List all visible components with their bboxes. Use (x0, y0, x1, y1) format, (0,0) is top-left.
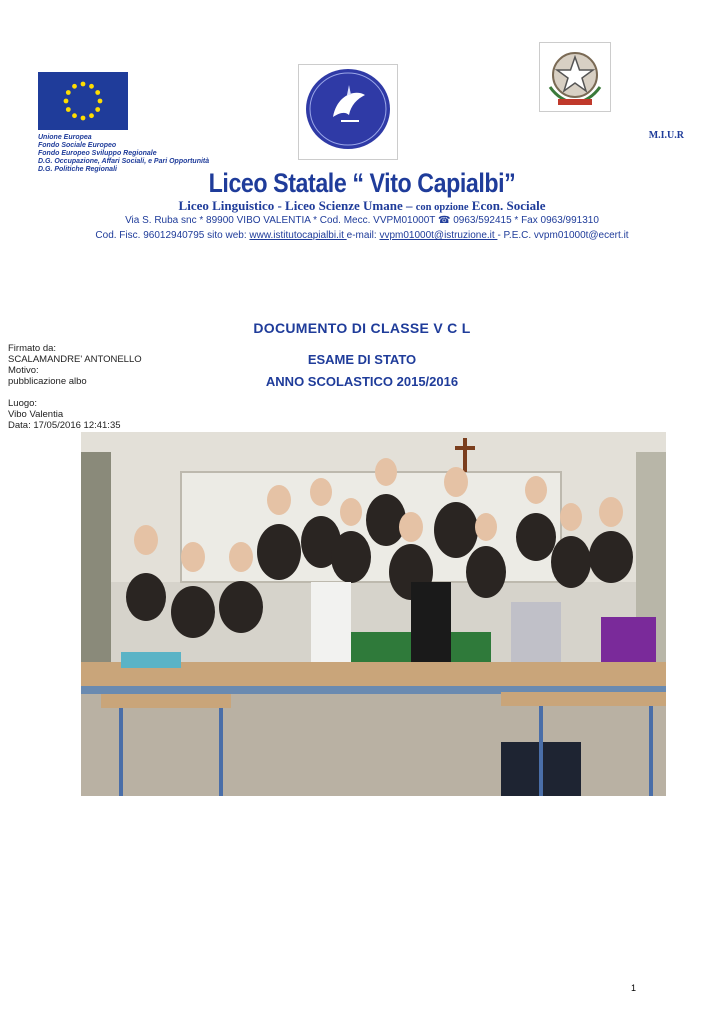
subtitle-part: Liceo Linguistico - Liceo Scienze Umane (178, 198, 403, 213)
exam-title: ESAME DI STATO (307, 352, 417, 367)
signature-line: pubblicazione albo (8, 376, 87, 387)
signature-line: SCALAMANDRE' ANTONELLO (8, 354, 142, 365)
subtitle-part: con opzione (415, 202, 469, 213)
signature-line: Data: 17/05/2016 12:41:35 (8, 420, 121, 431)
pec-text: - P.E.C. vvpm01000t@ecert.it (497, 230, 629, 241)
signature-line: Luogo: (8, 398, 38, 409)
eu-line: D.G. Occupazione, Affari Sociali, e Pari Opportunità (38, 158, 210, 165)
address-line-1: Via S. Ruba snc * 89900 VIBO VALENTIA * Cod. Mecc. VVPM01000T ☎ 0963/592415 * Fax 0963/991310 (125, 215, 599, 226)
document-title: DOCUMENTO DI CLASSE V C L (253, 320, 471, 336)
school-subtitle (0, 198, 724, 214)
eu-line: D.G. Politiche Regionali (38, 166, 117, 173)
miur-label: M.I.U.R (648, 130, 684, 141)
subtitle-part: Econ. Sociale (468, 198, 546, 213)
fiscal-code-text: Cod. Fisc. 96012940795 sito web: (95, 230, 250, 241)
email-link[interactable]: vvpm01000t@istruzione.it (379, 230, 498, 241)
signature-line: Firmato da: (8, 343, 57, 354)
signature-line: Vibo Valentia (8, 409, 64, 420)
signature-line (8, 387, 142, 398)
signature-line: Motivo: (8, 365, 39, 376)
school-year: ANNO SCOLASTICO 2015/2016 (265, 374, 459, 389)
class-photo (81, 432, 666, 796)
email-label: e-mail: (346, 230, 380, 241)
eu-line: Fondo Sociale Europeo (38, 142, 117, 149)
italian-republic-emblem (539, 42, 611, 112)
digital-signature-block (8, 343, 142, 431)
eu-line: Fondo Europeo Sviluppo Regionale (38, 150, 157, 157)
school-logo (298, 64, 398, 160)
website-link[interactable]: www.istitutocapialbi.it (249, 230, 347, 241)
eu-flag-logo (38, 72, 128, 130)
eu-line: Unione Europea (38, 134, 92, 141)
address-line-2 (0, 230, 724, 241)
subtitle-part: – (402, 198, 416, 213)
school-name-heading: Liceo Statale “ Vito Capialbi” (208, 168, 516, 198)
page-number: 1 (630, 983, 636, 993)
